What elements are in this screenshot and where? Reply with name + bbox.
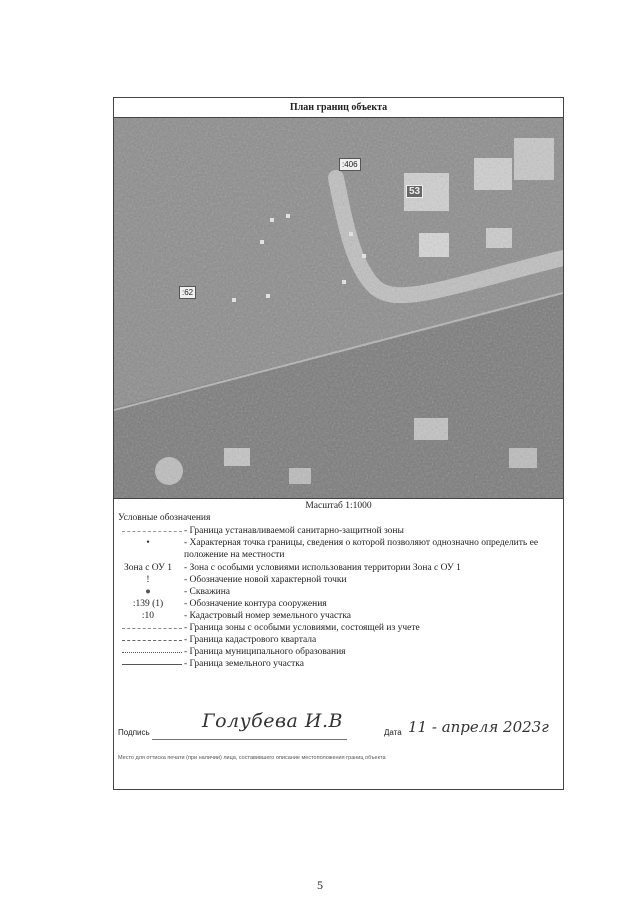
legend-text: - Скважина	[184, 587, 231, 597]
legend-symbol: •	[146, 538, 150, 548]
legend-symbol: !	[146, 575, 150, 585]
legend-text: - Граница земельного участка	[184, 659, 304, 669]
legend-text: - Зона с особыми условиями использования территории Зона с ОУ 1	[184, 563, 461, 573]
municipal-line-symbol	[122, 652, 182, 653]
aerial-map	[114, 118, 563, 499]
sanitary-zone-line-symbol	[122, 531, 182, 532]
legend-title: Условные обозначения	[118, 513, 211, 523]
handwritten-date: 11 - апреля 2023г	[408, 718, 549, 736]
document-title: План границ объекта	[114, 98, 563, 118]
legend-text: - Обозначение новой характерной точки	[184, 575, 347, 585]
legend-text: - Граница устанавливаемой санитарно-защитной зоны	[184, 526, 404, 536]
legend-text: - Кадастровый номер земельного участка	[184, 611, 352, 621]
legend-text: - Граница кадастрового квартала	[184, 635, 317, 645]
map-label-62: :62	[179, 286, 196, 299]
date-label: Дата	[384, 728, 402, 737]
map-label-53: 53	[406, 185, 423, 198]
legend-symbol: :10	[141, 611, 155, 621]
signature-label: Подпись	[118, 728, 150, 737]
map-scale: Масштаб 1:1000	[305, 501, 372, 511]
signature-line	[152, 739, 347, 740]
legend-text: - Граница муниципального образования	[184, 647, 346, 657]
parcel-line-symbol	[122, 664, 182, 665]
legend-symbol: Зона с ОУ 1	[124, 563, 172, 573]
map-graphic	[114, 118, 563, 499]
page-number: 5	[317, 878, 323, 892]
document-frame	[113, 97, 564, 790]
zone-line-symbol	[122, 628, 182, 629]
stamp-footnote: Место для оттиска печати (при наличии) лица, составившего описание местоположения границ объекта	[118, 755, 386, 761]
quarter-line-symbol	[122, 640, 182, 641]
legend-text: - Характерная точка границы, сведения о которой позволяют однозначно определить ее положение на местности	[184, 538, 539, 560]
legend-text: - Обозначение контура сооружения	[184, 599, 327, 609]
handwritten-signature: Голубева И.В	[202, 710, 343, 732]
legend-text: - Граница зоны с особыми условиями, состоящей из учете	[184, 623, 420, 633]
map-label-406: :406	[339, 158, 361, 171]
well-icon: ●	[145, 587, 151, 597]
legend-symbol: :139 (1)	[132, 599, 164, 609]
